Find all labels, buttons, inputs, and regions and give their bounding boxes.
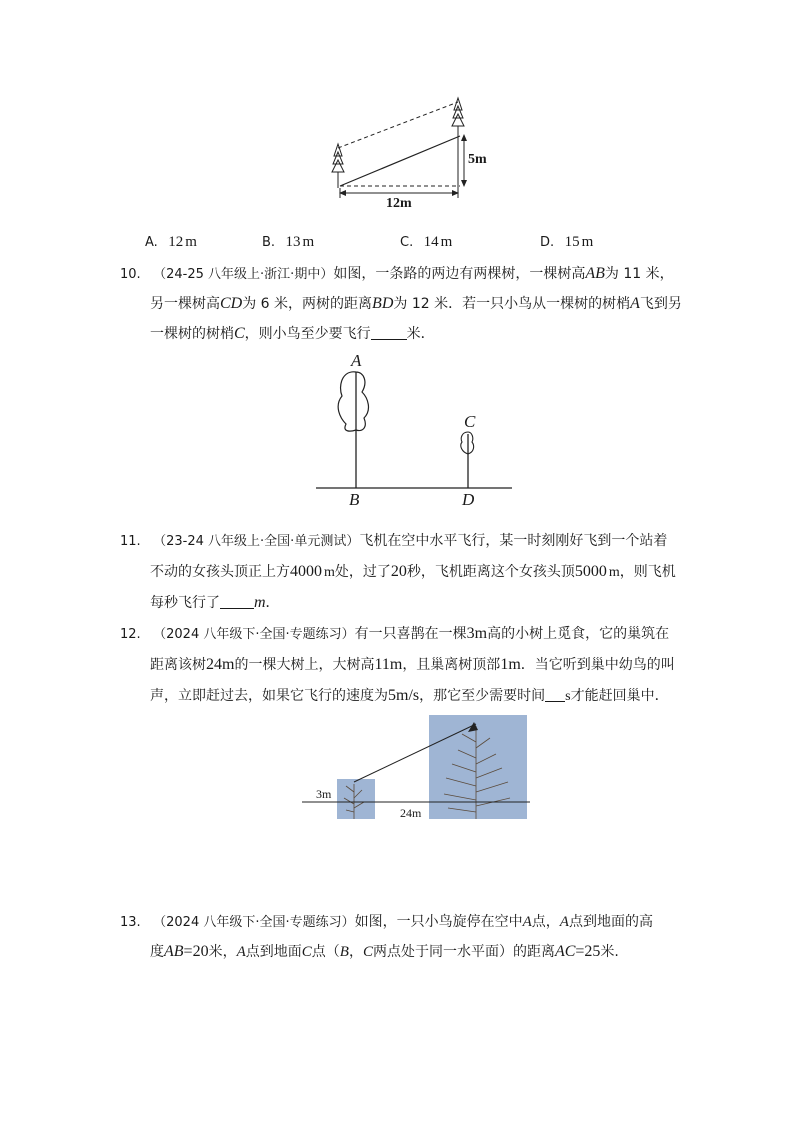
question-text: . — [265, 594, 270, 611]
answer-blank[interactable] — [220, 594, 254, 609]
question-text: ，则飞机 — [619, 564, 676, 580]
question-text: 的一棵大树上，大树高 — [234, 657, 375, 673]
question-text: ，则小鸟至少要飞行 — [244, 326, 371, 342]
math-b: B — [339, 944, 349, 960]
question-text: 才能赶回巢中． — [570, 688, 669, 704]
question-text: 度 — [150, 944, 164, 960]
math-c: C — [362, 944, 373, 960]
question-text: 有一只喜鹊在一棵 — [354, 626, 467, 642]
unit: m — [324, 565, 335, 580]
question-text: 飞到另 — [639, 296, 682, 312]
q11-line-1 — [120, 531, 667, 552]
option-a[interactable] — [145, 232, 197, 253]
math-a: A — [522, 914, 532, 930]
q12-line-1 — [120, 624, 669, 645]
question-text: 点（ — [311, 944, 340, 960]
q10-line-1 — [120, 264, 674, 285]
option-letter: C. — [400, 235, 414, 250]
option-d[interactable] — [540, 232, 593, 253]
value: 5000 — [574, 563, 607, 580]
q10-line-3 — [150, 324, 435, 344]
question-source: （23-24 八年级上·全国·单元测试） — [153, 534, 360, 549]
option-c[interactable] — [400, 232, 452, 253]
option-value: 12 — [168, 234, 184, 250]
figure-label-height: 5m — [468, 152, 487, 167]
question-text: 飞机在空中水平飞行，某一时刻刚好飞到一个站着 — [359, 533, 668, 549]
question-text: 点， — [531, 914, 560, 930]
question-text: 米. — [600, 944, 619, 960]
option-unit: m — [581, 234, 594, 250]
question-text: ，且巢离树顶部 — [402, 657, 501, 673]
value: 3m — [466, 625, 488, 642]
math-bd: BD — [372, 295, 394, 312]
question-text: 另一棵树高 — [150, 296, 220, 312]
unit: m — [608, 565, 620, 580]
question-text: 秒，飞机距离这个女孩头顶 — [406, 564, 575, 580]
option-unit: m — [302, 234, 315, 250]
equation: =25 — [575, 943, 601, 960]
two-trees-figure — [312, 352, 516, 512]
math-c: C — [301, 944, 312, 960]
question-number: 13. — [120, 915, 141, 930]
question-number: 11. — [120, 534, 141, 549]
question-text: 一棵树的树梢 — [150, 326, 234, 342]
question-text: 每秒飞行了 — [150, 595, 220, 611]
q11-line-3 — [150, 593, 270, 613]
question-text: ，那它至少需要时间 — [419, 688, 546, 704]
q12-line-2 — [150, 655, 675, 675]
question-text: 为 12 米．若一只小鸟从一棵树的树梢 — [393, 296, 631, 312]
question-text: ， — [348, 944, 363, 960]
option-letter: D. — [540, 235, 555, 250]
value: 1m — [500, 656, 521, 673]
option-unit: m — [185, 234, 197, 250]
value: 24m — [206, 656, 235, 673]
question-text: 不动的女孩头顶正上方 — [150, 564, 290, 580]
label-b: B — [349, 490, 360, 509]
unit: s — [565, 689, 571, 704]
math-c: C — [234, 325, 245, 342]
math-a: A — [630, 295, 640, 312]
equation: =20 — [183, 943, 209, 960]
math-a: A — [236, 944, 246, 960]
question-text: 为 11 米， — [604, 266, 674, 282]
question-source: （2024 八年级下·全国·专题练习） — [153, 627, 355, 642]
q13-line-2 — [150, 942, 619, 962]
math-ac: AC — [554, 943, 576, 960]
question-source: （2024 八年级下·全国·专题练习） — [153, 915, 355, 930]
value: 5m/s — [388, 687, 420, 704]
question-text: 两点处于同一水平面）的距离 — [372, 944, 555, 960]
answer-blank[interactable] — [545, 687, 565, 702]
label-small-tree-height: 3m — [316, 787, 332, 801]
question-text: 处，过了 — [334, 564, 391, 580]
question-text: 点到地面 — [245, 944, 302, 960]
label-d: D — [462, 490, 475, 509]
question-source: （24-25 八年级上·浙江·期中） — [153, 267, 334, 282]
option-unit: m — [440, 234, 453, 250]
option-b[interactable] — [262, 232, 314, 253]
value: 11m — [374, 656, 403, 673]
option-letter: B. — [262, 235, 276, 250]
label-distance: 24m — [400, 806, 422, 820]
q11-line-2 — [150, 562, 676, 583]
label-c: C — [464, 412, 476, 431]
q12-line-3 — [150, 686, 669, 707]
q13-line-1 — [120, 912, 653, 933]
question-text: 米， — [208, 944, 237, 960]
q10-line-2 — [150, 294, 682, 314]
question-text: ．当它听到巢中幼鸟的叫 — [520, 657, 675, 673]
question-text: 高的小树上觅食，它的巢筑在 — [487, 626, 670, 642]
math-cd: CD — [220, 295, 243, 312]
option-value: 15 — [564, 234, 580, 250]
question-text: 如图，一只小鸟旋停在空中 — [354, 914, 523, 930]
option-letter: A. — [145, 235, 158, 250]
question-number: 12. — [120, 627, 141, 642]
question-text: 距离该树 — [150, 657, 206, 673]
math-ab: AB — [164, 943, 184, 960]
value: 4000 — [290, 563, 322, 580]
question-text: 声，立即赶过去，如果它飞行的速度为 — [150, 688, 388, 704]
option-value: 13 — [285, 234, 301, 250]
option-value: 14 — [423, 234, 439, 250]
figure-label-width: 12m — [386, 196, 412, 211]
question-text: 点到地面的高 — [568, 914, 653, 930]
question-text: 如图，一条路的两边有两棵树，一棵树高 — [333, 266, 586, 282]
question-number: 10. — [120, 267, 141, 282]
math-ab: AB — [585, 265, 605, 282]
label-a: A — [351, 351, 362, 370]
question-text: 米． — [406, 326, 435, 342]
value: 20 — [390, 563, 407, 580]
question-text: 为 6 米，两树的距离 — [242, 296, 373, 312]
unit: m — [254, 594, 266, 611]
answer-blank[interactable] — [371, 325, 407, 340]
math-a: A — [559, 914, 569, 930]
